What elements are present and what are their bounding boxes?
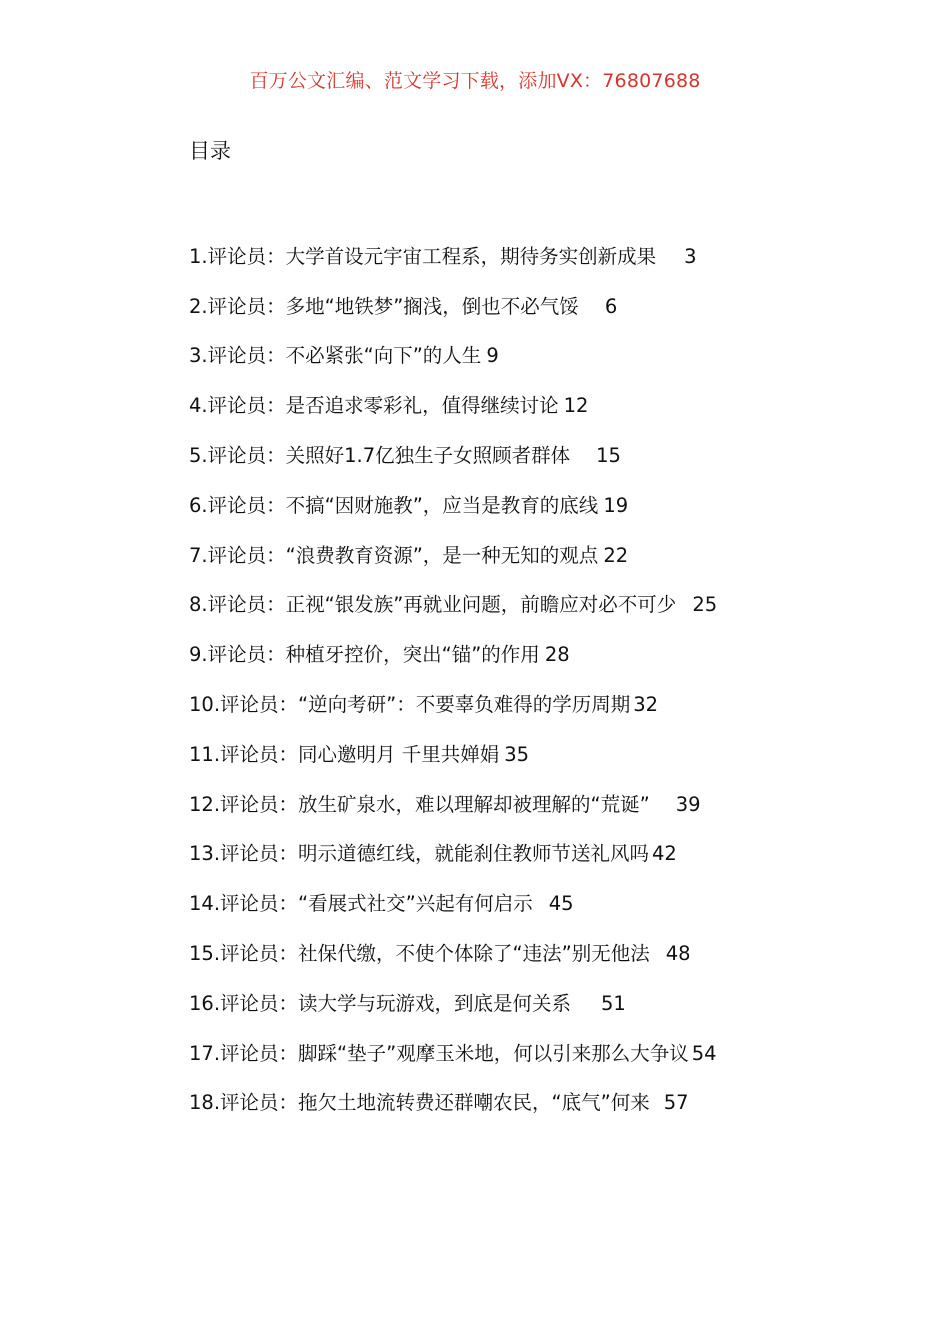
toc-entry-title: 1.评论员：大学首设元宇宙工程系，期待务实创新成果 — [189, 244, 657, 268]
toc-entry-title: 16.评论员：读大学与玩游戏，到底是何关系 — [189, 991, 572, 1015]
toc-entry[interactable] — [189, 481, 889, 531]
toc-entry[interactable] — [189, 1079, 889, 1129]
toc-entry-page-number: 12 — [563, 394, 589, 418]
toc-entry[interactable] — [189, 531, 889, 581]
toc-entry-page-number: 6 — [604, 294, 618, 318]
toc-entry-page-number: 48 — [665, 942, 691, 966]
toc-entry-title: 18.评论员：拖欠土地流转费还群嘲农民，“底气”何来 — [189, 1091, 650, 1115]
toc-entry[interactable] — [189, 431, 889, 481]
toc-entry[interactable] — [189, 282, 889, 332]
toc-entry[interactable] — [189, 332, 889, 382]
toc-entry[interactable] — [189, 780, 889, 830]
toc-entry[interactable] — [189, 381, 889, 431]
toc-entry-page-number: 9 — [486, 344, 499, 368]
watermark-header: 百万公文汇编、范文学习下载，添加VX：76807688 — [249, 70, 701, 92]
toc-entry-title: 8.评论员：正视“银发族”再就业问题，前瞻应对必不可少 — [189, 593, 677, 617]
toc-entry-page-number: 3 — [684, 244, 697, 268]
toc-entry-title: 15.评论员：社保代缴，不使个体除了“违法”别无他法 — [189, 942, 650, 966]
toc-entry-page-number: 42 — [652, 842, 677, 866]
toc-entry-page-number: 25 — [692, 593, 718, 617]
toc-entry-page-number: 32 — [633, 693, 659, 717]
toc-entry[interactable] — [189, 1029, 889, 1079]
toc-entry[interactable] — [189, 730, 889, 780]
toc-entry-title: 7.评论员：“浪费教育资源”，是一种无知的观点 — [189, 543, 599, 567]
toc-entry-title: 9.评论员：种植牙控价，突出“锚”的作用 — [189, 643, 540, 667]
toc-entry-page-number: 22 — [603, 543, 629, 567]
toc-entry-page-number: 35 — [504, 742, 530, 766]
toc-entry-page-number: 19 — [603, 493, 629, 517]
toc-entry-title: 13.评论员：明示道德红线，就能刹住教师节送礼风吗 — [189, 842, 650, 866]
toc-title: 目录 — [189, 139, 231, 163]
toc-entry-title: 14.评论员：“看展式社交”兴起有何启示 — [189, 892, 533, 916]
toc-entry[interactable] — [189, 232, 889, 282]
toc-entry-page-number: 54 — [691, 1041, 717, 1065]
toc-entry-page-number: 57 — [663, 1091, 689, 1115]
toc-entry-page-number: 39 — [675, 792, 701, 816]
toc-entry[interactable] — [189, 630, 889, 680]
toc-entry-page-number: 51 — [601, 991, 626, 1015]
toc-entry-title: 2.评论员：多地“地铁梦”搁浅，倒也不必气馁 — [189, 294, 579, 318]
toc-entry-title: 6.评论员：不搞“因财施教”，应当是教育的底线 — [189, 493, 599, 517]
toc-entry[interactable] — [189, 879, 889, 929]
toc-entry-title: 4.评论员：是否追求零彩礼，值得继续讨论 — [189, 394, 559, 418]
toc-entry-page-number: 45 — [548, 892, 574, 916]
toc-entry-title: 10.评论员：“逆向考研”：不要辜负难得的学历周期 — [189, 693, 631, 717]
toc-entry[interactable] — [189, 680, 889, 730]
toc-entry[interactable] — [189, 581, 889, 631]
toc-entry-page-number: 15 — [596, 444, 621, 468]
toc-entry-title: 3.评论员：不必紧张“向下”的人生 — [189, 344, 482, 368]
toc-list — [189, 232, 889, 1128]
toc-entry[interactable] — [189, 830, 889, 880]
toc-entry[interactable] — [189, 979, 889, 1029]
toc-entry-title: 17.评论员：脚踩“垫子”观摩玉米地，何以引来那么大争议 — [189, 1041, 689, 1065]
toc-entry-page-number: 28 — [544, 643, 570, 667]
toc-entry[interactable] — [189, 929, 889, 979]
toc-entry-title: 11.评论员：同心邀明月 千里共婵娟 — [189, 742, 500, 766]
toc-entry-title: 5.评论员：关照好1.7亿独生子女照顾者群体 — [189, 444, 571, 468]
toc-entry-title: 12.评论员：放生矿泉水，难以理解却被理解的“荒诞” — [189, 792, 650, 816]
